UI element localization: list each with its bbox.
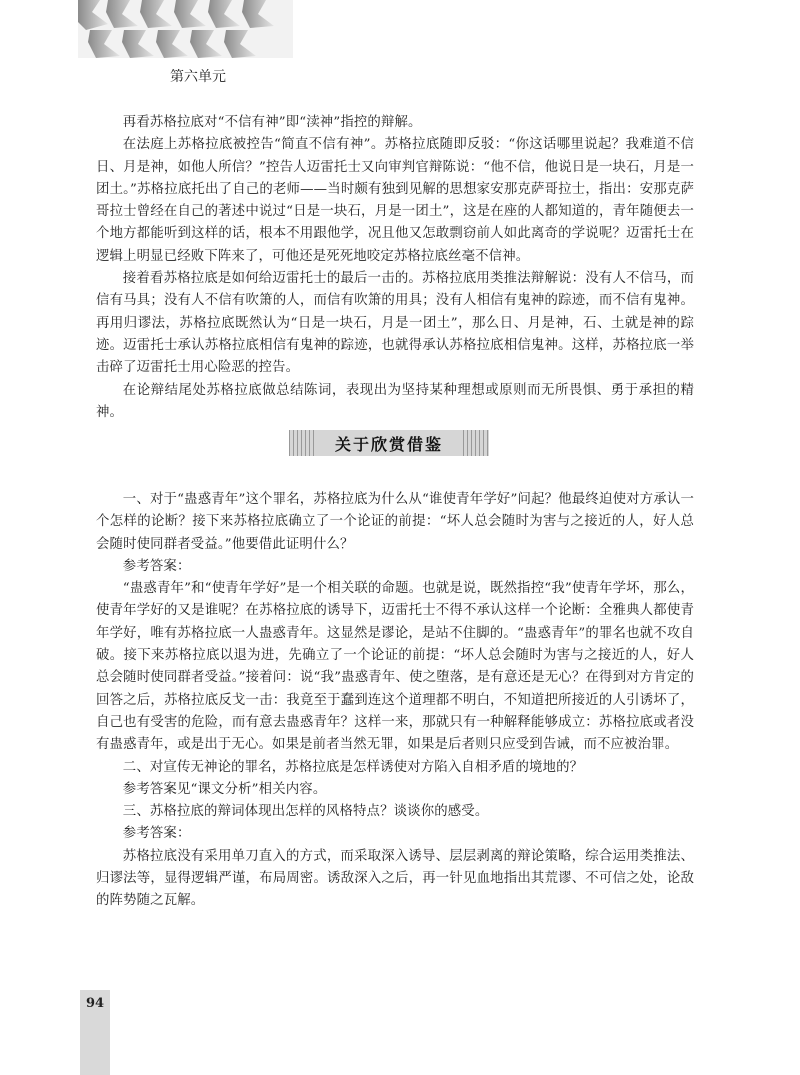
section-heading-text: 关于欣赏借鉴	[334, 434, 443, 454]
question-3: 三、苏格拉底的辩词体现出怎样的风格特点？谈谈你的感受。	[122, 804, 489, 820]
section-heading	[289, 430, 489, 456]
heading-stripes-left	[289, 430, 315, 456]
chapter-label: 第六单元	[170, 69, 226, 85]
section-2-text	[96, 489, 694, 913]
page-number: 94	[85, 996, 105, 1011]
answer-label: 参考答案：	[122, 558, 191, 574]
paragraph: 在法庭上苏格拉底被控告“简直不信有神”。苏格拉底随即反驳：“你这话哪里说起？我难道不信日、月是神，如他人所信？”控告人迈雷托士又向审判官辩陈说：“他不信，他说日是一块石，月是一团土。”苏格拉底托出了自己的老师——当时颇有独到见解的思想家安那克萨哥拉士，指出：安那克萨哥拉士曾经在自己的著述中说过“日是一块石，月是一团土”，这是在座的人都知道的，青年随便去一个地方都能听到这样的话，根本不用跟他学，况且他又怎敢剽窃前人如此离奇的学说呢？迈雷托士在逻辑上明显已经败下阵来了，可他还是死死地咬定苏格拉底丝毫不信神。	[96, 137, 694, 264]
answer-2: 参考答案见“课文分析”相关内容。	[122, 781, 327, 797]
paragraph: 接着看苏格拉底是如何给迈雷托士的最后一击的。苏格拉底用类推法辩解说：没有人不信马，而信有马具；没有人不信有吹箫的人，而信有吹箫的用具；没有人相信有鬼神的踪迹，而不信有鬼神。再用归谬法，苏格拉底既然认为“日是一块石，月是一团土”，那么日、月是神，石、土就是神的踪迹。迈雷托士承认苏格拉底相信有鬼神的踪迹，也就得承认苏格拉底相信鬼神。这样，苏格拉底一举击碎了迈雷托士用心险恶的控告。	[96, 271, 694, 376]
question-1: 一、对于“蛊惑青年”这个罪名，苏格拉底为什么从“谁使青年学好”问起？他最终迫使对方承认一个怎样的论断？接下来苏格拉底确立了一个论证的前提：“坏人总会随时为害与之接近的人，好人总会随时使同群者受益。”他要借此证明什么？	[96, 492, 694, 552]
paragraph: 再看苏格拉底对“不信有神”即“渎神”指控的辩解。	[122, 115, 422, 130]
answer-3: 苏格拉底没有采用单刀直入的方式，而采取深入诱导、层层剥离的辩论策略，综合运用类推法、归谬法等，显得逻辑严谨，布局周密。诱敌深入之后，再一针见血地指出其荒谬、不可信之处，论敌的阵势随之瓦解。	[96, 848, 694, 909]
answer-label: 参考答案：	[122, 826, 191, 842]
answer-1: “蛊惑青年”和“使青年学好”是一个相关联的命题。也就是说，既然指控“我”使青年学坏，那么，使青年学好的又是谁呢？在苏格拉底的诱导下，迈雷托士不得不承认这样一个论断：全雅典人都使青年学好，唯有苏格拉底一人蛊惑青年。这显然是谬论，是站不住脚的。“蛊惑青年”的罪名也就不攻自破。接下来苏格拉底以退为进，先确立了一个论证的前提：“坏人总会随时为害与之接近的人，好人总会随时使同群者受益。”接着问：说“我”蛊惑青年、使之堕落，是有意还是无心？在得到对方肯定的回答之后，苏格拉底反戈一击：我竟至于蠢到连这个道理都不明白，不知道把所接近的人引诱坏了，自己也有受害的危险，而有意去蛊惑青年？这样一来，那就只有一种解释能够成立：苏格拉底或者没有蛊惑青年，或是出于无心。如果是前者当然无罪，如果是后者则只应受到告诫，而不应被治罪。	[96, 581, 694, 753]
question-2: 二、对宣传无神论的罪名，苏格拉底是怎样诱使对方陷入自相矛盾的境地的？	[122, 759, 584, 775]
checker-pattern-graphic	[78, 0, 293, 58]
paragraph: 在论辩结尾处苏格拉底做总结陈词，表现出为坚持某种理想或原则而无所畏惧、勇于承担的精神。	[96, 382, 694, 420]
section-1-text	[96, 112, 694, 424]
header-decoration	[78, 0, 293, 58]
heading-stripes-right	[463, 430, 489, 456]
